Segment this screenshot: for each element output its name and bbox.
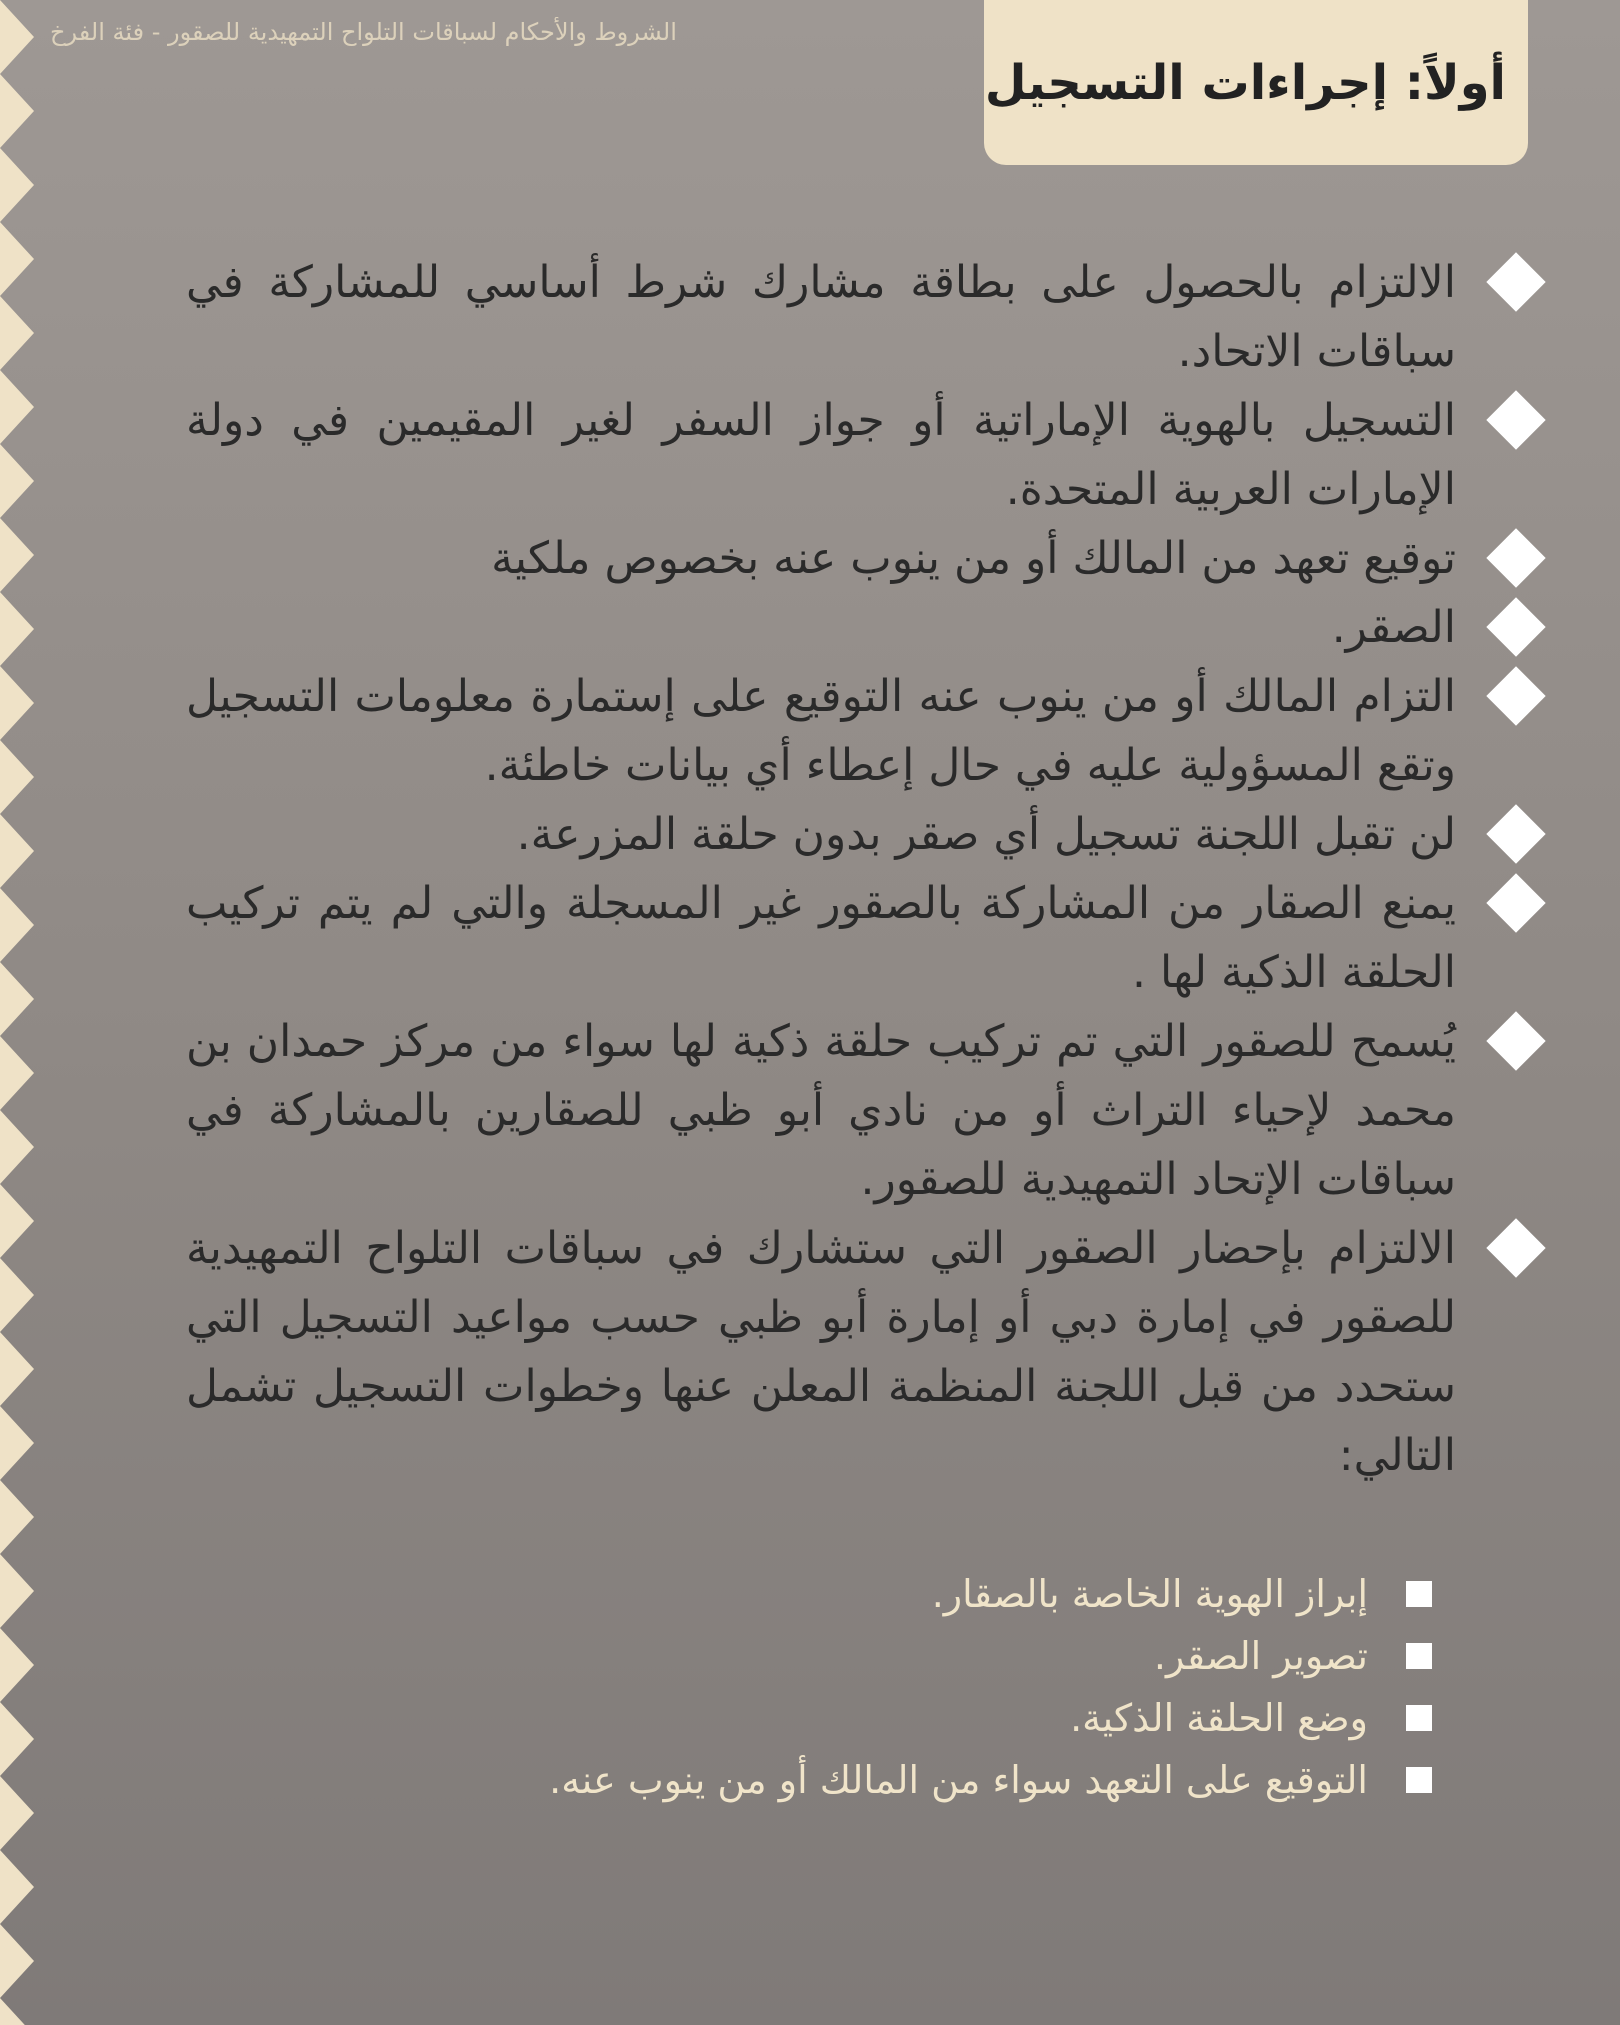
diamond-bullet-icon [1482,248,1550,316]
diamond-bullet-icon [1482,869,1550,937]
diamond-bullet-icon [1482,800,1550,868]
list-item-text: لن تقبل اللجنة تسجيل أي صقر بدون حلقة المزرعة. [516,809,1456,860]
list-item [130,386,1550,524]
list-item-text: توقيع تعهد من المالك أو من ينوب عنه بخصوص ملكية [491,533,1456,584]
sub-list-item [432,1625,1432,1687]
sub-list-item [432,1563,1432,1625]
sub-list-item-text: التوقيع على التعهد سواء من المالك أو من ينوب عنه. [549,1758,1368,1802]
registration-steps-list [432,1563,1432,1811]
document-header: الشروط والأحكام لسباقات التلواح التمهيدية للصقور - فئة الفرخ [50,18,677,46]
diamond-bullet-icon [1482,1007,1550,1075]
list-item-text: يمنع الصقار من المشاركة بالصقور غير المسجلة والتي لم يتم تركيب الحلقة الذكية لها . [186,878,1456,998]
list-item [130,869,1550,1007]
diamond-bullet-icon [1482,1214,1550,1282]
list-item [130,662,1550,800]
diamond-bullet-icon [1482,593,1550,661]
section-title: أولاً: إجراءات التسجيل [984,54,1506,111]
section-title-box [984,0,1528,165]
square-bullet-icon [1406,1643,1432,1669]
sub-list-item [432,1749,1432,1811]
list-item-text: يُسمح للصقور التي تم تركيب حلقة ذكية لها سواء من مركز حمدان بن محمد لإحياء التراث أو من نادي أبو ظبي للصقارين بالمشاركة في سباقات الإتحاد التمهيدية للصقور. [186,1016,1456,1205]
list-item-text: التزام المالك أو من ينوب عنه التوقيع على إستمارة معلومات التسجيل وتقع المسؤولية عليه في حال إعطاء أي بيانات خاطئة. [186,671,1456,791]
sub-list-item-text: تصوير الصقر. [1153,1634,1368,1678]
list-item-text: الالتزام بالحصول على بطاقة مشارك شرط أساسي للمشاركة في سباقات الاتحاد. [186,257,1456,377]
list-item [130,1214,1550,1490]
zigzag-border [0,0,36,2025]
sub-list-item-text: وضع الحلقة الذكية. [1070,1696,1368,1740]
square-bullet-icon [1406,1767,1432,1793]
square-bullet-icon [1406,1581,1432,1607]
sub-list-item [432,1687,1432,1749]
list-item-text: الصقر. [1331,602,1456,653]
diamond-bullet-icon [1482,386,1550,454]
list-item-text: الالتزام بإحضار الصقور التي ستشارك في سباقات التلواح التمهيدية للصقور في إمارة دبي أو إمارة أبو ظبي حسب مواعيد التسجيل التي ستحدد من قبل اللجنة المنظمة المعلن عنها وخطوات التسجيل تشمل التالي: [186,1223,1456,1481]
diamond-bullet-icon [1482,524,1550,592]
diamond-bullet-icon [1482,662,1550,730]
registration-list [130,248,1550,1490]
square-bullet-icon [1406,1705,1432,1731]
sub-list-item-text: إبراز الهوية الخاصة بالصقار. [931,1572,1368,1616]
list-item [130,524,1550,593]
list-item [130,593,1550,662]
list-item [130,1007,1550,1214]
list-item [130,800,1550,869]
list-item-text: التسجيل بالهوية الإماراتية أو جواز السفر لغير المقيمين في دولة الإمارات العربية المتحدة. [186,395,1456,515]
list-item [130,248,1550,386]
